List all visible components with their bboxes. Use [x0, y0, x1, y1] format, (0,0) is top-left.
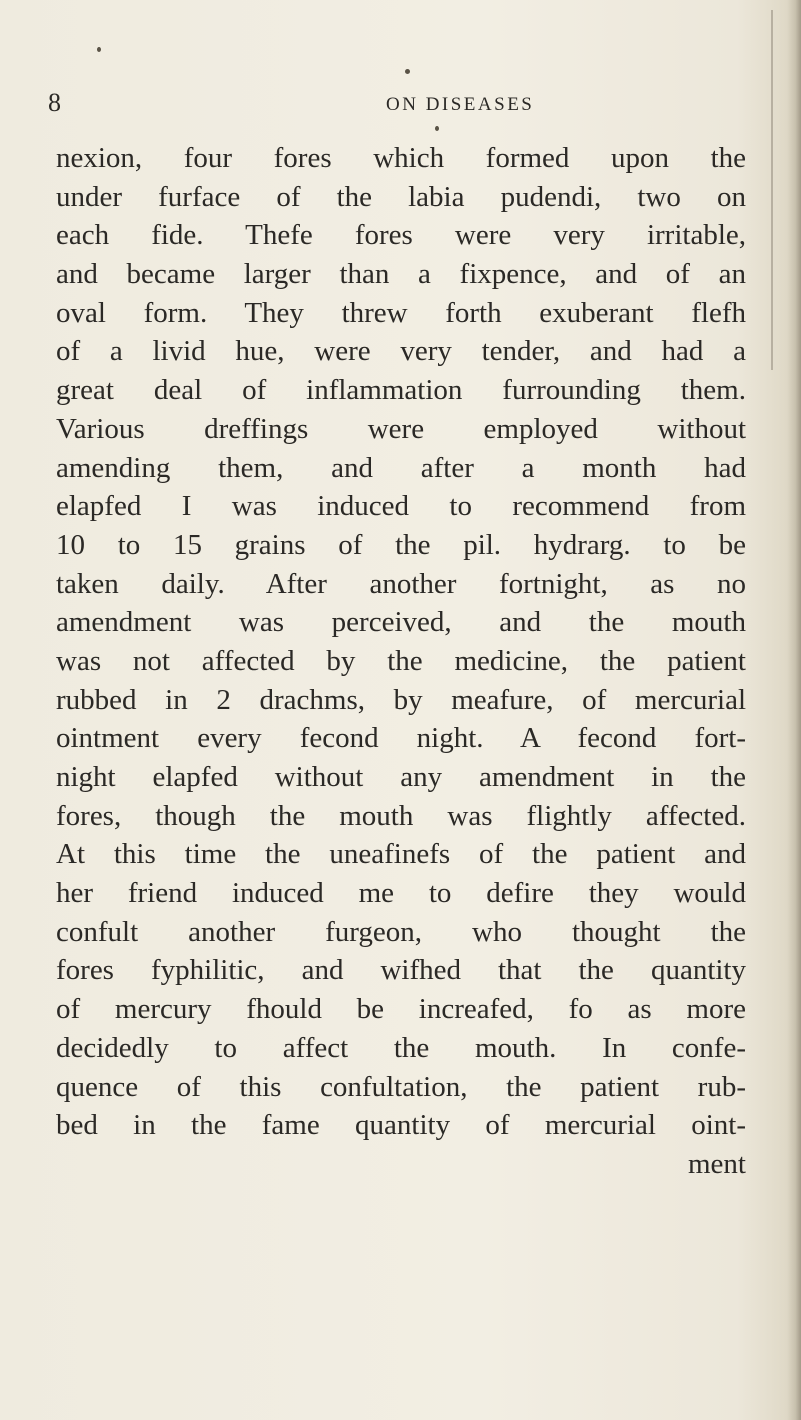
page-edge-line: [771, 10, 773, 370]
text-line: amendment was perceived, and the mouth: [56, 606, 746, 639]
text-line: confult another furgeon, who thought the: [56, 915, 746, 948]
text-line: taken daily. After another fortnight, as no: [56, 567, 746, 600]
text-line: fores, though the mouth was flightly affected.: [56, 799, 746, 832]
text-line: was not affected by the medicine, the patient: [56, 644, 746, 677]
page-header: [48, 88, 748, 122]
text-line: Various dreffings were employed without: [56, 412, 746, 445]
text-line: of a livid hue, were very tender, and had a: [56, 335, 746, 368]
text-line: decidedly to affect the mouth. In confe-: [56, 1031, 746, 1064]
text-line: bed in the fame quantity of mercurial oint-: [56, 1109, 746, 1142]
ink-speck: [405, 69, 410, 74]
text-line: under furface of the labia pudendi, two on: [56, 180, 746, 213]
ink-speck: [97, 47, 101, 52]
text-line: ment: [688, 1147, 746, 1180]
body-text: [56, 139, 746, 1184]
text-line: amending them, and after a month had: [56, 451, 746, 484]
text-line: great deal of inflammation furrounding them.: [56, 374, 746, 407]
text-line: night elapfed without any amendment in the: [56, 761, 746, 793]
text-line: 10 to 15 grains of the pil. hydrarg. to be: [56, 528, 746, 561]
text-line: nexion, four fores which formed upon the: [56, 142, 746, 174]
text-line: fores fyphilitic, and wifhed that the quantity: [56, 954, 746, 987]
running-head: ON DISEASES: [386, 94, 535, 115]
text-line: At this time the uneafinefs of the patient and: [56, 838, 746, 871]
page-edge-shadow: [787, 0, 801, 1420]
text-line: and became larger than a fixpence, and of an: [56, 258, 746, 291]
text-line: oval form. They threw forth exuberant flefh: [56, 296, 746, 329]
text-line: elapfed I was induced to recommend from: [56, 490, 746, 523]
text-line: her friend induced me to defire they would: [56, 877, 746, 910]
ink-speck: [435, 126, 439, 131]
text-line: ointment every fecond night. A fecond fort-: [56, 722, 746, 755]
page-number: 8: [48, 88, 62, 117]
text-line: rubbed in 2 drachms, by meafure, of mercurial: [56, 683, 746, 716]
text-line: of mercury fhould be increafed, fo as more: [56, 993, 746, 1026]
text-line: each fide. Thefe fores were very irritable,: [56, 219, 746, 252]
text-line: quence of this confultation, the patient rub-: [56, 1070, 746, 1103]
